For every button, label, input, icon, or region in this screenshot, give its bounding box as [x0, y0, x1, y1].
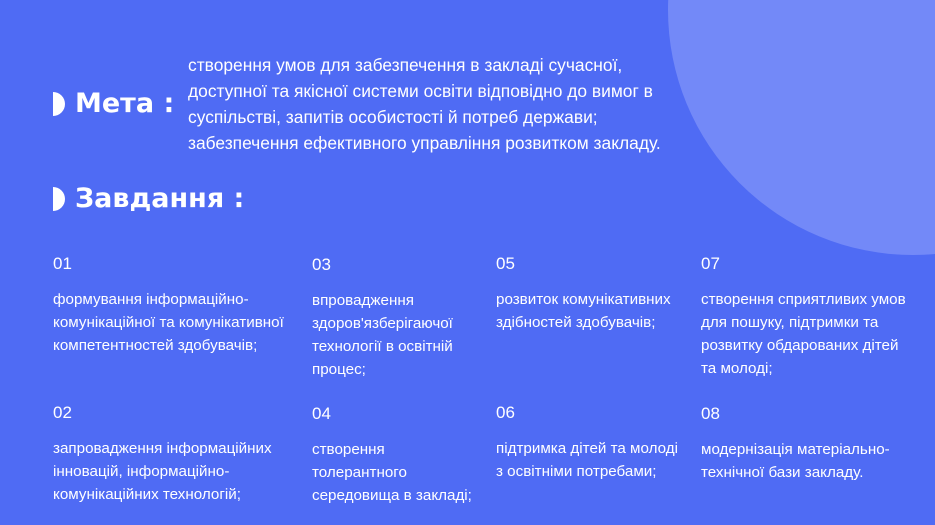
tasks-title: Завдання : [75, 183, 245, 214]
task-text-line: з освітніми потребами; [496, 463, 657, 480]
task-text-line: запровадження інформаційних [53, 440, 272, 457]
task-number: 01 [53, 254, 72, 273]
goal-title: Мета : [75, 88, 175, 119]
task-text-line: толерантного [312, 464, 407, 481]
task-02 [53, 403, 272, 506]
task-number: 07 [701, 254, 720, 273]
task-number: 06 [496, 403, 515, 422]
task-text-line: здібностей здобувачів; [496, 314, 656, 331]
goal-text [188, 52, 748, 156]
task-number: 05 [496, 254, 515, 273]
task-08 [701, 404, 890, 484]
task-text-line: розвитку обдарованих дітей [701, 337, 899, 354]
goal-line: забезпечення ефективного управління розвитком закладу. [188, 133, 661, 153]
goal-line: створення умов для забезпечення в закладі сучасної, [188, 55, 623, 75]
goal-line: суспільстві, запитів особистості й потреб держави; [188, 107, 598, 127]
task-06 [496, 403, 678, 483]
task-text-line: технічної бази закладу. [701, 464, 864, 481]
task-01 [53, 254, 284, 357]
task-text-line: технології в освітній [312, 338, 453, 355]
task-text-line: інновацій, інформаційно- [53, 463, 230, 480]
task-number: 08 [701, 404, 720, 423]
task-text-line: здоров'язберігаючої [312, 315, 453, 332]
task-07 [701, 254, 906, 380]
task-text-line: процес; [312, 361, 366, 378]
task-text-line: комунікаційних технологій; [53, 486, 241, 503]
goal-line: доступної та якісної системи освіти відповідно до вимог в [188, 81, 653, 101]
task-text-line: підтримка дітей та молоді [496, 440, 678, 457]
task-text-line: середовища в закладі; [312, 487, 472, 504]
task-text-line: створення [312, 441, 385, 458]
goal-heading [52, 88, 174, 120]
tasks-heading [52, 183, 244, 215]
task-text-line: компетентностей здобувачів; [53, 337, 258, 354]
task-text-line: впровадження [312, 292, 414, 309]
task-number: 04 [312, 404, 331, 423]
task-text-line: модернізація матеріально- [701, 441, 890, 458]
task-text-line: для пошуку, підтримки та [701, 314, 879, 331]
task-05 [496, 254, 671, 334]
task-04 [312, 404, 472, 507]
half-disc-icon [52, 187, 65, 211]
task-text-line: та молоді; [701, 360, 773, 377]
task-text-line: розвиток комунікативних [496, 291, 671, 308]
task-03 [312, 255, 453, 381]
task-number: 03 [312, 255, 331, 274]
task-number: 02 [53, 403, 72, 422]
task-text-line: комунікаційної та комунікативної [53, 314, 284, 331]
task-text-line: створення сприятливих умов [701, 291, 906, 308]
task-text-line: формування інформаційно- [53, 291, 249, 308]
half-disc-icon [52, 92, 65, 116]
